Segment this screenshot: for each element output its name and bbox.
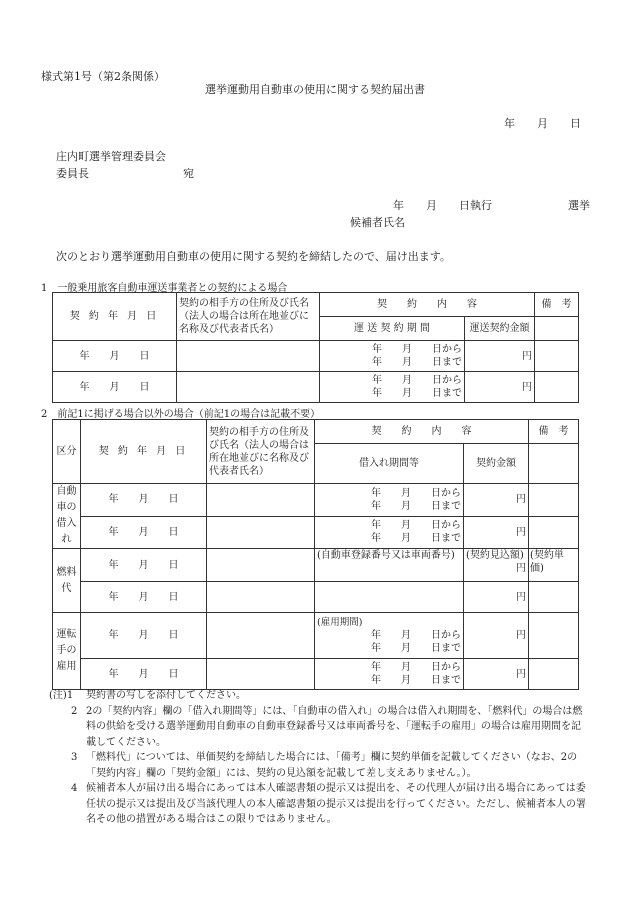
s2-fuel2-remarks[interactable] [529, 582, 579, 613]
addressee-role: 委員長 [56, 167, 89, 180]
s2-fuel2-date[interactable]: 年 月 日 [81, 582, 207, 613]
note-item [49, 781, 589, 828]
s1-row1-party[interactable] [177, 341, 320, 372]
s2-car2-amount[interactable]: 円 [464, 516, 529, 549]
s2-fuel1-remarks[interactable]: (契約単価) [529, 549, 579, 582]
s2-drv1-date[interactable]: 年 月 日 [81, 613, 207, 659]
s2-drv1-period[interactable] [315, 613, 464, 659]
addressee-suffix: 宛 [183, 167, 194, 180]
s2-car1-period[interactable] [315, 484, 464, 517]
intro-text: 次のとおり選挙運動用自動車の使用に関する契約を締結したので、届け出ます。 [56, 250, 451, 263]
s2-drv2-from: 年 月 日から [371, 662, 461, 673]
s2-car2-remarks[interactable] [529, 516, 579, 549]
s2-fuel1-yen: 円 [516, 563, 526, 574]
s2-car2-date[interactable]: 年 月 日 [81, 516, 207, 549]
s2-car1-from: 年 月 日から [371, 487, 461, 499]
s1-row2-from: 年 月 日から [372, 375, 462, 386]
s2-drv1-party[interactable] [207, 613, 315, 659]
s2-col-date: 契 約 年 月 日 [81, 420, 207, 484]
s2-col-remarks: 備 考 [529, 420, 579, 444]
s1-row2-party[interactable] [177, 372, 320, 403]
addressee-org: 庄内町選挙管理委員会 [56, 150, 166, 163]
s2-col-contract: 契 約 内 容 [315, 420, 529, 444]
notes [49, 688, 589, 828]
s1-remarks-head-blank [535, 317, 579, 341]
note-item [49, 688, 589, 704]
s2-drv2-remarks[interactable] [529, 659, 579, 690]
s2-col-period: 借入れ期間等 [315, 444, 464, 484]
s2-car2-from: 年 月 日から [371, 520, 461, 532]
s1-row2-date[interactable]: 年 月 日 [53, 372, 177, 403]
s2-employ-label: (雇用期間) [317, 617, 363, 628]
s2-fuel-est-label: (契約見込額) [466, 550, 524, 561]
s2-cat-fuel: 燃料代 [53, 549, 81, 613]
notes-label: (注) [49, 690, 67, 701]
document-title: 選挙運動用自動車の使用に関する契約届出書 [205, 83, 425, 96]
s2-car2-to: 年 月 日まで [371, 533, 461, 545]
s1-col-amount: 運送契約金額 [465, 317, 535, 341]
election-date: 年 月 日執行 [393, 199, 492, 212]
s2-fuel2-reg[interactable] [315, 582, 464, 613]
s2-cat-driver: 運転手の雇用 [53, 613, 81, 690]
s2-drv1-remarks[interactable] [529, 613, 579, 659]
note-text: 候補者本人が届け出る場合にあっては本人確認書類の提示又は提出を、その代理人が届け出る場合にあっては委任状の提示又は提出及び当該代理人の本人確認書類の提示又は提出を行ってください。ただし、候補者本人の署名その他の措置がある場合はこの限りではありません。 [86, 783, 586, 825]
s2-drv1-amount[interactable]: 円 [464, 613, 529, 659]
section2-heading: 2 前記1に掲げる場合以外の場合（前記1の場合は記載不要） [41, 409, 321, 420]
s1-col-contract: 契 約 内 容 [320, 293, 535, 317]
note-text: 契約書の写しを添付してください。 [86, 690, 246, 701]
note-number: 3 [71, 752, 78, 763]
s1-row2-amount[interactable]: 円 [465, 372, 535, 403]
form-number: 様式第1号（第2条関係） [41, 70, 165, 83]
s1-row2-remarks[interactable] [535, 372, 579, 403]
s2-col-kind: 区分 [53, 420, 81, 484]
s2-car1-remarks[interactable] [529, 484, 579, 517]
note-number: 4 [71, 783, 78, 794]
s2-col-party: 契約の相手方の住所及び氏名（法人の場合は所在地並びに名称及び代表者氏名） [207, 420, 315, 484]
candidate-label: 候補者氏名 [350, 216, 405, 229]
s1-row1-remarks[interactable] [535, 341, 579, 372]
note-text: 2の「契約内容」欄の「借入れ期間等」には、「自動車の借入れ」の場合は借入れ期間を、「燃料代」の場合は燃料の供給を受ける選挙運動用自動車の自動車登録番号又は車両番号を、「運転手の雇用」の場合は雇用期間を記載してください。 [86, 705, 583, 748]
s2-drv2-party[interactable] [207, 659, 315, 690]
note-label-1 [49, 688, 86, 704]
s2-drv2-to: 年 月 日まで [371, 675, 461, 686]
s2-car1-to: 年 月 日まで [371, 500, 461, 512]
note-item [49, 750, 589, 781]
note-item [49, 704, 589, 751]
s2-fuel1-party[interactable] [207, 549, 315, 582]
s2-car2-party[interactable] [207, 516, 315, 549]
s2-col-amount: 契約金額 [464, 444, 529, 484]
s2-drv2-amount[interactable]: 円 [464, 659, 529, 690]
note-number: 2 [71, 705, 78, 717]
note-text: 「燃料代」については、単価契約を締結した場合には、「備考」欄に契約単価を記載してください（なお、2の「契約内容」欄の「契約金額」には、契約の見込額を記載して差し支えありません。）。 [86, 752, 578, 779]
s2-car1-amount[interactable]: 円 [464, 484, 529, 517]
s2-drv1-to: 年 月 日まで [371, 643, 461, 654]
submission-date: 年 月 日 [504, 117, 581, 130]
s2-fuel1-date[interactable]: 年 月 日 [81, 549, 207, 582]
note-number: 1 [66, 690, 74, 701]
s2-fuel1-reg[interactable]: (自動車登録番号又は車両番号) [315, 549, 464, 582]
s2-cat-car: 自動車の借入れ [53, 484, 81, 549]
s1-col-period: 運 送 契 約 期 間 [320, 317, 465, 341]
section1-table [52, 292, 579, 403]
election-label: 選挙 [568, 199, 590, 212]
section1-heading: 1 一般乗用旅客自動車運送事業者との契約による場合 [41, 283, 288, 294]
s1-row1-to: 年 月 日まで [372, 357, 462, 368]
s2-car1-party[interactable] [207, 484, 315, 517]
s1-col-party: 契約の相手方の住所及び氏名（法人の場合は所在地並びに名称及び代表者氏名） [177, 293, 320, 341]
s2-car2-period[interactable] [315, 516, 464, 549]
s1-row2-period[interactable] [320, 372, 465, 403]
s2-fuel2-amount[interactable]: 円 [464, 582, 529, 613]
s1-col-remarks: 備 考 [535, 293, 579, 317]
s2-fuel2-party[interactable] [207, 582, 315, 613]
s2-car1-date[interactable]: 年 月 日 [81, 484, 207, 517]
s2-drv2-date[interactable]: 年 月 日 [81, 659, 207, 690]
s1-col-date: 契 約 年 月 日 [53, 293, 177, 341]
s1-row1-from: 年 月 日から [372, 344, 462, 355]
s2-remarks-head-blank [529, 444, 579, 484]
s1-row2-to: 年 月 日まで [372, 388, 462, 399]
s1-row1-period[interactable] [320, 341, 465, 372]
s2-drv2-period[interactable] [315, 659, 464, 690]
s1-row1-date[interactable]: 年 月 日 [53, 341, 177, 372]
section2-table [52, 419, 579, 690]
s2-drv1-from: 年 月 日から [371, 630, 461, 641]
s2-fuel1-amount[interactable] [464, 549, 529, 582]
s1-row1-amount[interactable]: 円 [465, 341, 535, 372]
